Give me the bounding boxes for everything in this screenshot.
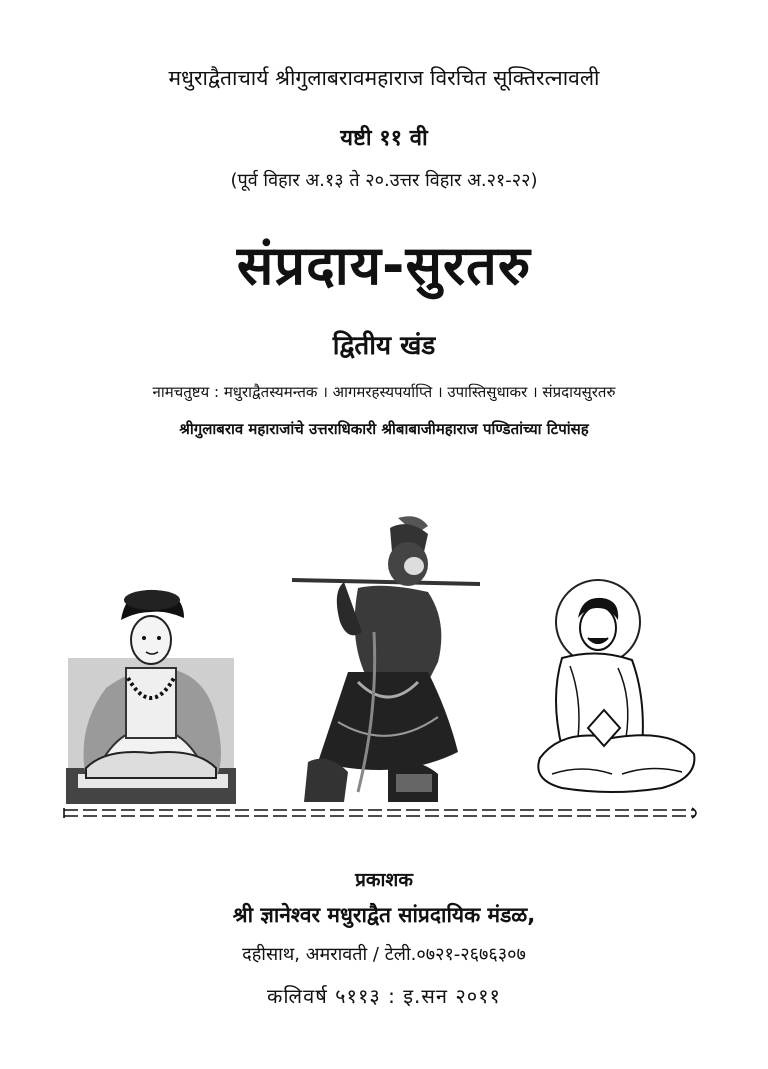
four-names-line: नामचतुष्टय : मधुराद्वैतस्यमन्तक । आगमरहस्यपर्याप्ति । उपास्तिसुधाकर । संप्रदायसुरतरु bbox=[152, 383, 616, 401]
publication-year: कलिवर्ष ५११३ : इ.सन २०११ bbox=[267, 984, 501, 1008]
book-title: संप्रदाय-सुरतरु bbox=[236, 234, 532, 297]
volume-number: यष्टी ११ वी bbox=[340, 126, 428, 151]
chapter-range: (पूर्व विहार अ.१३ ते २०.उत्तर विहार अ.२१-२२) bbox=[230, 170, 538, 191]
publisher-label: प्रकाशक bbox=[355, 869, 413, 891]
krishna-with-flute-icon bbox=[288, 512, 484, 804]
publisher-address: दहीसाथ, अमरावती / टेली.०७२१-२६७६३०७ bbox=[242, 944, 526, 965]
part-title: द्वितीय खंड bbox=[332, 331, 436, 361]
decorative-divider bbox=[62, 806, 702, 820]
seated-saint-with-halo-icon bbox=[522, 578, 700, 806]
series-title: मधुराद्वैताचार्य श्रीगुलाबरावमहाराज विरचित सूक्तिरत्नावली bbox=[168, 66, 600, 90]
seated-saint-with-turban-icon bbox=[66, 578, 238, 806]
publisher-name: श्री ज्ञानेश्वर मधुराद्वैत सांप्रदायिक मंडळ, bbox=[232, 903, 536, 927]
commentary-line: श्रीगुलाबराव महाराजांचे उत्तराधिकारी श्रीबाबाजीमहाराज पण्डितांच्या टिपांसह bbox=[179, 420, 589, 438]
